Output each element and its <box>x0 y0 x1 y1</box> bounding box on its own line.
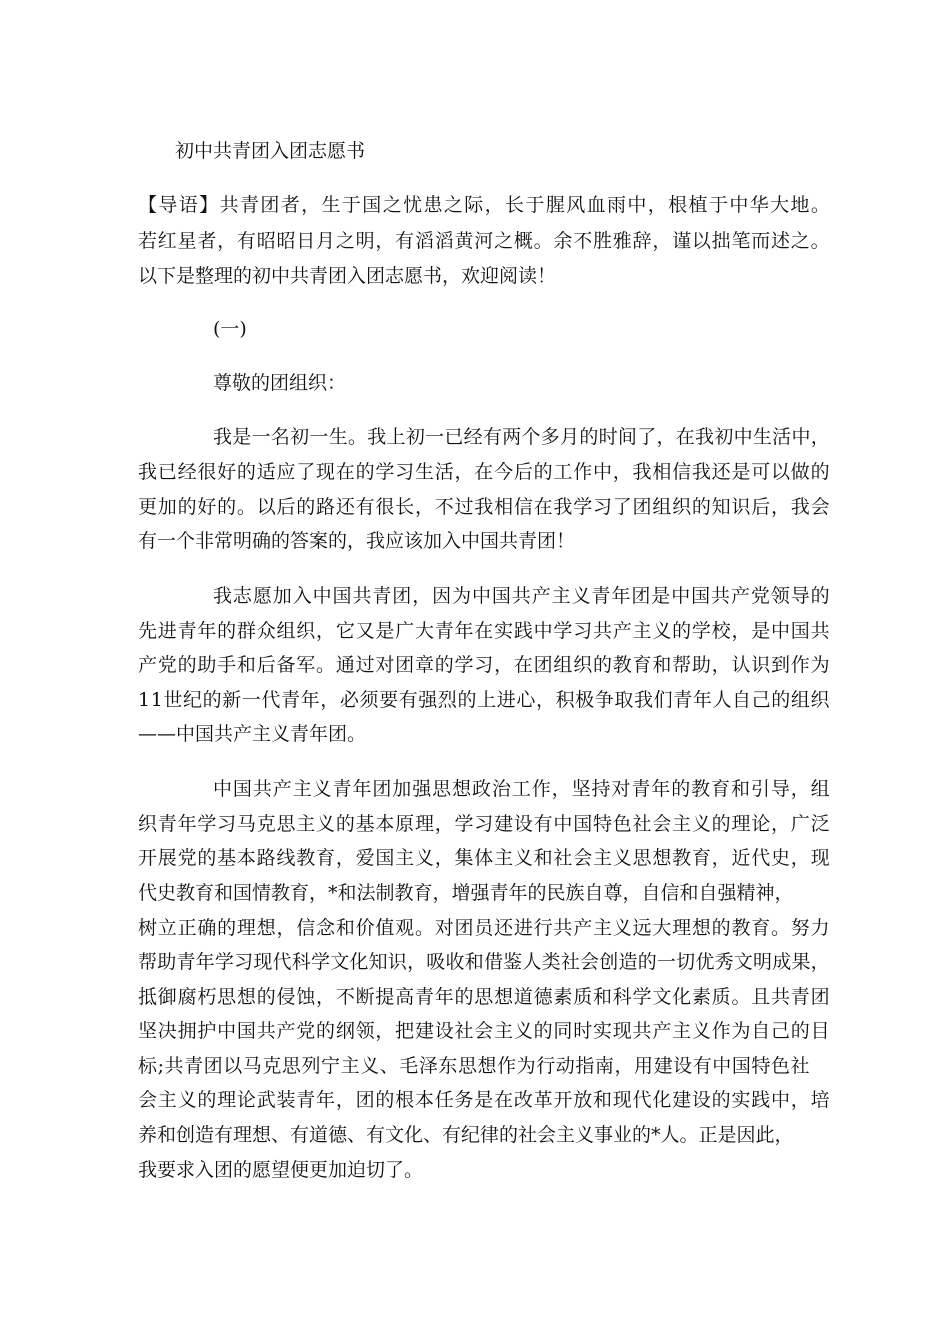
paragraph-line: 会 主 义 的 理 论 武 装 青 年 ， 团 的 根 本 任 务 是 在 改 革 开 放 和 现 代 化 建 设 的 实 践 中 ， 培 <box>138 1089 830 1111</box>
paragraph-line: 我要求入团的愿望便更加迫切了。 <box>138 1159 424 1181</box>
intro-line: 【 导 语 】 共 青 团 者 ， 生 于 国 之 忧 患 之 际 ， 长 于 腥 风 血 雨 中 ， 根 植 于 中 华 大 地 。 <box>138 194 830 216</box>
paragraph-line: 产 党 的 助 手 和 后 备 军 。 通 过 对 团 章 的 学 习 ， 在 团 组 织 的 教 育 和 帮 助 ， 认 识 到 作 为 <box>138 654 830 676</box>
section-label: (一) <box>213 318 247 340</box>
paragraph-line: ——中国共产主义青年团。 <box>138 723 367 745</box>
document-title: 初中共青团入团志愿书 <box>175 140 366 162</box>
paragraph-line: 养和创造有理想、有道德、有文化、有纪律的社会主义事业的*人。正是因此， <box>138 1124 794 1146</box>
paragraph-line: 先 进 青 年 的 群 众 组 织 ， 它 又 是 广 大 青 年 在 实 践 中 学 习 共 产 主 义 的 学 校 ， 是 中 国 共 <box>138 620 830 642</box>
paragraph-line: 树 立 正 确 的 理 想 ， 信 念 和 价 值 观 。 对 团 员 还 进 行 共 产 主 义 远 大 理 想 的 教 育 。 努 力 <box>138 917 830 939</box>
paragraph-line: 代史教育和国情教育，*和法制教育，增强青年的民族自尊，自信和自强精神， <box>138 882 794 904</box>
paragraph-line: 坚 决 拥 护 中 国 共 产 党 的 纲 领 ， 把 建 设 社 会 主 义 的 同 时 实 现 共 产 主 义 作 为 自 己 的 目 <box>138 1020 830 1042</box>
paragraph-line: 织 青 年 学 习 马 克 思 主 义 的 基 本 原 理 ， 学 习 建 设 有 中 国 特 色 社 会 主 义 的 理 论 ， 广 泛 <box>138 813 830 835</box>
salutation: 尊敬的团组织： <box>213 372 347 394</box>
paragraph-line: 有一个非常明确的答案的，我应该加入中国共青团！ <box>138 530 576 552</box>
intro-line: 以下是整理的初中共青团入团志愿书，欢迎阅读！ <box>138 265 557 287</box>
paragraph-line: 中 国 共 产 主 义 青 年 团 加 强 思 想 政 治 工 作 ， 坚 持 对 青 年 的 教 育 和 引 导 ， 组 <box>213 778 830 800</box>
paragraph-line: 我 志 愿 加 入 中 国 共 青 团 ， 因 为 中 国 共 产 主 义 青 年 团 是 中 国 共 产 党 领 导 的 <box>213 585 830 607</box>
paragraph-line: 抵 御 腐 朽 思 想 的 侵 蚀 ， 不 断 提 高 青 年 的 思 想 道 德 素 质 和 科 学 文 化 素 质 。 且 共 青 团 <box>138 986 830 1008</box>
paragraph-line: 更 加 的 好 的 。 以 后 的 路 还 有 很 长 ， 不 过 我 相 信 在 我 学 习 了 团 组 织 的 知 识 后 ， 我 会 <box>138 496 830 518</box>
paragraph-line: 我 已 经 很 好 的 适 应 了 现 在 的 学 习 生 活 ， 在 今 后 的 工 作 中 ， 我 相 信 我 还 是 可 以 做 的 <box>138 461 830 483</box>
paragraph-line: 帮 助 青 年 学 习 现 代 科 学 文 化 知 识 ， 吸 收 和 借 鉴 人 类 社 会 创 造 的 一 切 优 秀 文 明 成 果 ， <box>138 951 830 973</box>
paragraph-line: 1 1 世 纪 的 新 一 代 青 年 ， 必 须 要 有 强 烈 的 上 进 心 ， 积 极 争 取 我 们 青 年 人 自 己 的 组 织 <box>138 689 830 711</box>
paragraph-line: 我 是 一 名 初 一 生 。 我 上 初 一 已 经 有 两 个 多 月 的 时 间 了 ， 在 我 初 中 生 活 中 ， <box>213 426 830 448</box>
paragraph-line: 开 展 党 的 基 本 路 线 教 育 ， 爱 国 主 义 ， 集 体 主 义 和 社 会 主 义 思 想 教 育 ， 近 代 史 ， 现 <box>138 847 830 869</box>
intro-line: 若 红 星 者 ， 有 昭 昭 日 月 之 明 ， 有 滔 滔 黄 河 之 概 。 余 不 胜 雅 辞 ， 谨 以 拙 笔 而 述 之 。 <box>138 230 830 252</box>
paragraph-line: 标 ; 共 青 团 以 马 克 思 列 宁 主 义 、 毛 泽 东 思 想 作 为 行 动 指 南 ， 用 建 设 有 中 国 特 色 社 <box>138 1055 810 1077</box>
